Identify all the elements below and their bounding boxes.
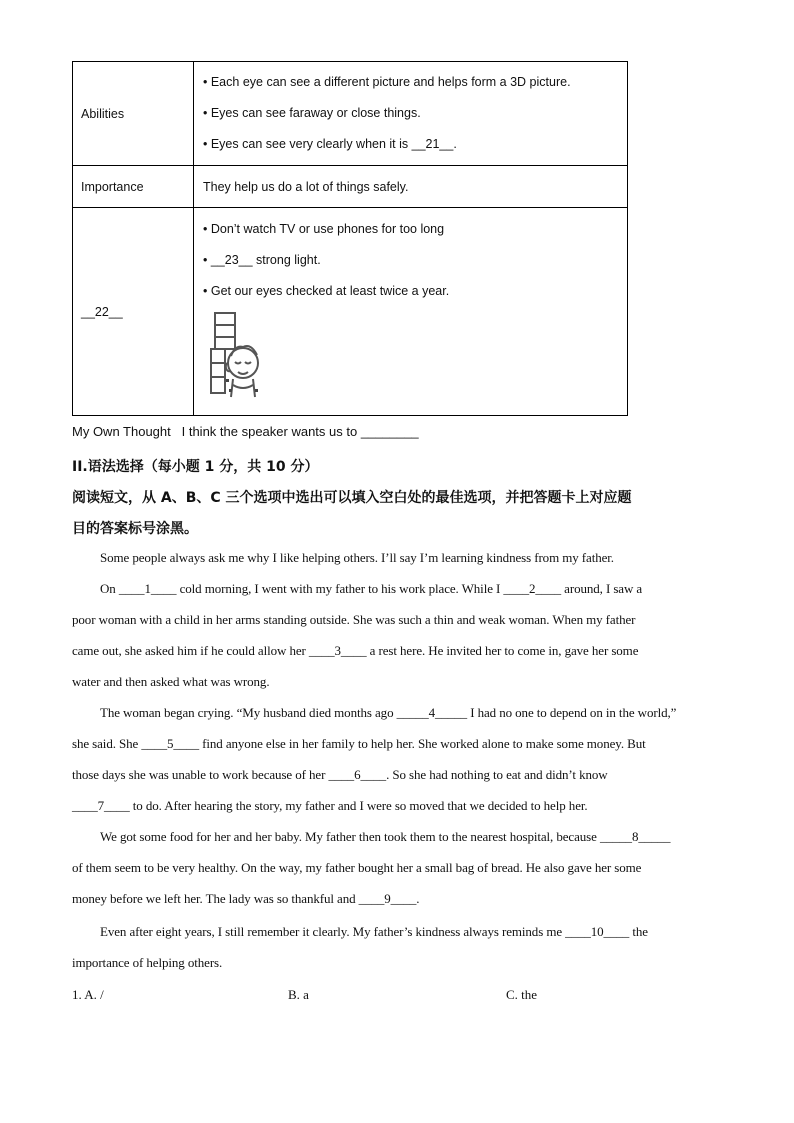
passage-line: [72, 728, 732, 759]
thought-text: I think the speaker wants us to ________: [181, 424, 419, 439]
passage-line: poor woman with a child in her arms standing outside. She was such a thin and weak woman. When my father: [72, 612, 636, 627]
blank-3: ____3____: [308, 643, 367, 658]
text: I had no one to depend on in the world,”: [467, 705, 677, 720]
blank-23: __23__: [210, 253, 253, 267]
passage-line: [72, 790, 732, 821]
text: she said. She: [72, 736, 142, 751]
passage-line: importance of helping others.: [72, 955, 223, 970]
text: . So she had nothing to eat and didn’t know: [386, 767, 608, 782]
text: the: [629, 924, 648, 939]
option-c[interactable]: C. the: [506, 987, 538, 1002]
item-text: • Each eye can see a different picture and helps form a 3D picture.: [203, 75, 571, 89]
text: find anyone else in her family to help her. She worked alone to make some money. But: [198, 736, 646, 751]
section-instruction: 阅读短文，从 A、B、C 三个选项中选出可以填入空白处的最佳选项，并把答题卡上对应题: [72, 490, 632, 506]
option-a[interactable]: 1. A. /: [72, 987, 104, 1002]
blank-8: _____8_____: [599, 829, 671, 844]
text: The woman began crying. “My husband died months ago: [100, 705, 397, 720]
bullet-item: [203, 245, 627, 276]
item-text: • Eyes can see very clearly when it is: [203, 137, 412, 151]
blank-4: _____4_____: [396, 705, 468, 720]
blank-7: ____7____: [72, 798, 130, 813]
info-table: [72, 61, 628, 416]
text: We got some food for her and her baby. My father then took them to the nearest hospital, because: [100, 829, 600, 844]
text: On: [100, 581, 119, 596]
text: .: [416, 891, 420, 906]
section-title: II.语法选择（每小题 1 分，共 10 分）: [72, 459, 319, 475]
blank-10: ____10____: [565, 924, 630, 939]
item-text: strong light.: [252, 253, 321, 267]
passage-line: [72, 883, 732, 914]
item-text: •: [203, 253, 211, 267]
row-label: Importance: [73, 166, 194, 208]
blank-1: ____1____: [118, 581, 177, 596]
text: those days she was unable to work because of her: [72, 767, 329, 782]
text: came out, she asked him if he could allow her: [72, 643, 309, 658]
row-label: Abilities: [73, 62, 194, 166]
passage-line: of them seem to be very healthy. On the way, my father bought her a small bag of bread. He also gave her some: [72, 860, 642, 875]
bullet-item: [203, 214, 627, 245]
blank-2: ____2____: [503, 581, 562, 596]
row-content: [194, 208, 628, 416]
row-content: [194, 62, 628, 166]
bullet-item: [203, 276, 627, 307]
blank-9: ____9____: [358, 891, 417, 906]
table-row-22: [73, 208, 628, 416]
item-text: • Get our eyes checked at least twice a year.: [203, 284, 450, 298]
section-instruction: 目的答案标号涂黑。: [72, 521, 198, 537]
passage-line: Some people always ask me why I like helping others. I’ll say I’m learning kindness from my father.: [100, 550, 614, 565]
text: money before we left her. The lady was so thankful and: [72, 891, 359, 906]
item-text: • Eyes can see faraway or close things.: [203, 106, 421, 120]
text: cold morning, I went with my father to his work place. While I: [176, 581, 504, 596]
own-thought-line: [72, 424, 419, 439]
table-row-abilities: [73, 62, 628, 166]
passage-line: water and then asked what was wrong.: [72, 674, 270, 689]
text: a rest here. He invited her to come in, gave her some: [366, 643, 639, 658]
bullet-item: [203, 67, 627, 98]
bullet-item: [203, 129, 627, 160]
passage-line: [72, 759, 732, 790]
text: to do. After hearing the story, my father and I were so moved that we decided to help her.: [129, 798, 588, 813]
passage-line: [72, 635, 732, 666]
thought-label: My Own Thought: [72, 424, 171, 439]
text: around, I saw a: [561, 581, 643, 596]
blank-5: ____5____: [141, 736, 199, 751]
row-content: They help us do a lot of things safely.: [194, 166, 628, 208]
blank-21: __21__: [411, 137, 454, 151]
table-row-importance: [73, 166, 628, 208]
row-label: __22__: [73, 208, 194, 416]
bullet-item: [203, 98, 627, 129]
item-text: .: [453, 137, 457, 151]
passage-line: [100, 697, 760, 728]
passage-line: [100, 573, 760, 604]
option-b[interactable]: B. a: [288, 987, 309, 1002]
blank-6: ____6____: [328, 767, 387, 782]
text: Even after eight years, I still remember it clearly. My father’s kindness always reminds me: [100, 924, 566, 939]
child-eyes-illustration: [209, 309, 269, 401]
passage-line: [100, 916, 760, 947]
passage-line: [100, 821, 760, 852]
item-text: • Don’t watch TV or use phones for too long: [203, 222, 445, 236]
